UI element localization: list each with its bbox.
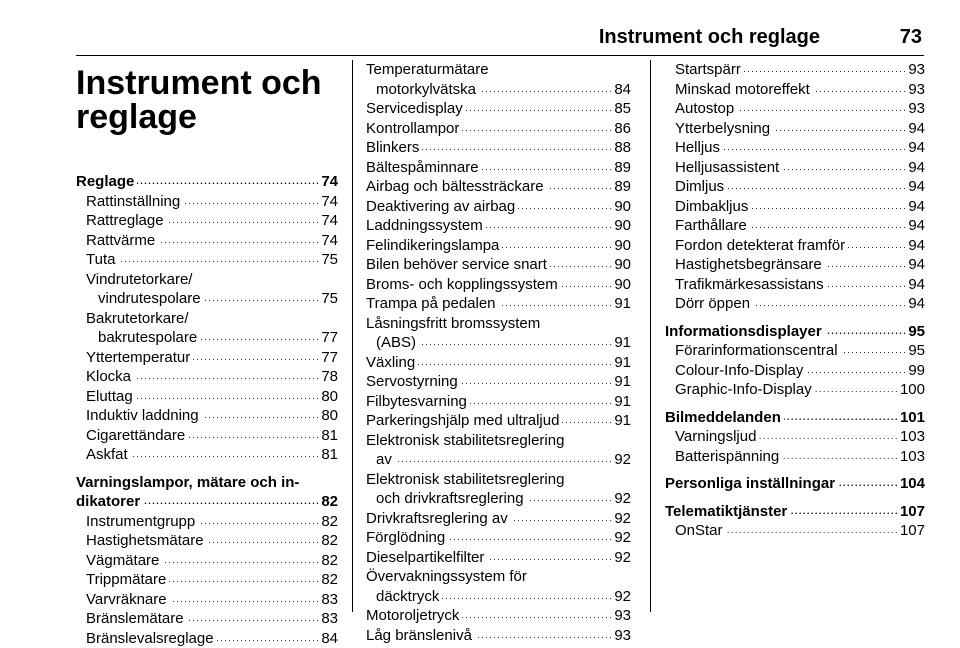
toc-entry[interactable]: Bränslemätare . . . 83 [76,609,338,629]
toc-entry[interactable]: Instrumentgrupp . . . 82 [76,512,338,532]
toc-entry[interactable]: Dörr öppen . . . 94 [665,294,925,314]
toc-entry[interactable]: Dimbakljus . . . 94 [665,197,925,217]
chapter-title: Instrument och reglage [76,66,338,134]
toc-entry[interactable]: Eluttag . . . 80 [76,387,338,407]
toc-entry[interactable]: Colour-Info-Display . . . 99 [665,361,925,381]
toc-entry[interactable]: Klocka . . . 78 [76,367,338,387]
toc-entry-line[interactable]: Bakrutetorkare/ [76,309,338,329]
toc-entry[interactable]: Felindikeringslampa . . . 90 [366,236,631,256]
toc-section-varningslampor[interactable]: Varningslampor, mätare och in- [76,473,338,493]
page-header [76,24,924,56]
toc-entry[interactable]: Parkeringshjälp med ultraljud . . . 91 [366,411,631,431]
toc-entry[interactable]: Startspärr . . . 93 [665,60,925,80]
toc-entry[interactable]: Servicedisplay . . . 85 [366,99,631,119]
toc-section-reglage[interactable]: Reglage . . . 74 [76,172,338,192]
toc-entry[interactable]: Hastighetsmätare . . . 82 [76,531,338,551]
header-title: Instrument och reglage [599,26,820,49]
toc-entry[interactable]: Filbytesvarning . . . 91 [366,392,631,412]
toc-entry[interactable]: Yttertemperatur . . . 77 [76,348,338,368]
toc-entry[interactable]: Servostyrning . . . 91 [366,372,631,392]
toc-entry[interactable]: Växling . . . 91 [366,353,631,373]
toc-entry[interactable]: Autostop . . . 93 [665,99,925,119]
toc-section-varningslampor-cont[interactable]: dikatorer . . . 82 [76,492,338,512]
toc-entry[interactable]: Broms- och kopplingssystem . . . 90 [366,275,631,295]
toc-entry[interactable]: Deaktivering av airbag . . . 90 [366,197,631,217]
toc-entry[interactable]: Bältespåminnare . . . 89 [366,158,631,178]
toc-entry[interactable]: Trampa på pedalen . . . 91 [366,294,631,314]
toc-entry[interactable]: av . . . 92 [366,450,631,470]
toc-entry[interactable]: bakrutespolare . . . 77 [76,328,338,348]
toc-entry[interactable]: Tuta . . . 75 [76,250,338,270]
toc-entry[interactable]: Förglödning . . . 92 [366,528,631,548]
toc-entry[interactable]: Batterispänning . . . 103 [665,447,925,467]
toc-column-2 [366,60,631,645]
toc-entry[interactable]: Hastighetsbegränsare . . . 94 [665,255,925,275]
toc-entry[interactable]: Graphic-Info-Display . . . 100 [665,380,925,400]
toc-entry[interactable]: Bilen behöver service snart . . . 90 [366,255,631,275]
toc-section-informationsdisplayer[interactable]: Informationsdisplayer . . . 95 [665,322,925,342]
toc-entry[interactable]: Varvräknare . . . 83 [76,590,338,610]
toc-section-bilmeddelanden[interactable]: Bilmeddelanden . . . 101 [665,408,925,428]
page-number: 73 [900,26,922,49]
header-rule [76,55,924,56]
toc-entry[interactable]: Förarinformationscentral . . . 95 [665,341,925,361]
toc-entry[interactable]: Induktiv laddning . . . 80 [76,406,338,426]
toc-entry[interactable]: Blinkers . . . 88 [366,138,631,158]
toc-entry[interactable]: Rattreglage . . . 74 [76,211,338,231]
toc-entry[interactable]: Rattinställning . . . 74 [76,192,338,212]
toc-column-1 [76,60,338,648]
toc-entry[interactable]: Askfat . . . 81 [76,445,338,465]
toc-entry[interactable]: Varningsljud . . . 103 [665,427,925,447]
toc-entry[interactable]: Helljusassistent . . . 94 [665,158,925,178]
toc-entry[interactable]: Dieselpartikelfilter . . . 92 [366,548,631,568]
toc-entry[interactable]: Drivkraftsreglering av . . . 92 [366,509,631,529]
column-divider [650,60,651,612]
toc-entry[interactable]: Fordon detekterat framför . . . 94 [665,236,925,256]
toc-entry[interactable]: Airbag och bältessträckare . . . 89 [366,177,631,197]
column-divider [352,60,353,612]
toc-entry-line[interactable]: Elektronisk stabilitetsreglering [366,431,631,451]
toc-list [366,60,631,645]
toc-entry[interactable]: Rattvärme . . . 74 [76,231,338,251]
toc-entry[interactable]: Helljus . . . 94 [665,138,925,158]
toc-entry[interactable]: motorkylvätska . . . 84 [366,80,631,100]
toc-section-telematiktjanster[interactable]: Telematiktjänster . . . 107 [665,502,925,522]
toc-entry[interactable]: och drivkraftsreglering . . . 92 [366,489,631,509]
toc-section-personliga-installningar[interactable]: Personliga inställningar . . . 104 [665,474,925,494]
toc-entry[interactable]: Laddningssystem . . . 90 [366,216,631,236]
toc-entry-line[interactable]: Låsningsfritt bromssystem [366,314,631,334]
toc-entry[interactable]: Farthållare . . . 94 [665,216,925,236]
toc-entry[interactable]: Trafikmärkesassistans . . . 94 [665,275,925,295]
toc-entry[interactable]: Kontrollampor . . . 86 [366,119,631,139]
toc-entry[interactable]: vindrutespolare . . . 75 [76,289,338,309]
toc-entry-line[interactable]: Övervakningssystem för [366,567,631,587]
toc-entry[interactable]: Minskad motoreffekt . . . 93 [665,80,925,100]
toc-entry[interactable]: Ytterbelysning . . . 94 [665,119,925,139]
toc-entry[interactable]: däcktryck . . . 92 [366,587,631,607]
toc-entry-line[interactable]: Elektronisk stabilitetsreglering [366,470,631,490]
toc-list [76,172,338,648]
toc-entry[interactable]: Vägmätare . . . 82 [76,551,338,571]
toc-entry[interactable]: Cigarettändare . . . 81 [76,426,338,446]
toc-entry[interactable]: Låg bränslenivå . . . 93 [366,626,631,646]
toc-entry[interactable]: OnStar . . . 107 [665,521,925,541]
toc-entry[interactable]: (ABS) . . . 91 [366,333,631,353]
toc-entry[interactable]: Motoroljetryck . . . 93 [366,606,631,626]
toc-entry-line[interactable]: Temperaturmätare [366,60,631,80]
toc-entry[interactable]: Dimljus . . . 94 [665,177,925,197]
toc-entry[interactable]: Trippmätare . . . 82 [76,570,338,590]
toc-list [665,60,925,541]
toc-entry[interactable]: Bränslevalsreglage . . . 84 [76,629,338,648]
toc-entry-line[interactable]: Vindrutetorkare/ [76,270,338,290]
toc-column-3 [665,60,925,541]
